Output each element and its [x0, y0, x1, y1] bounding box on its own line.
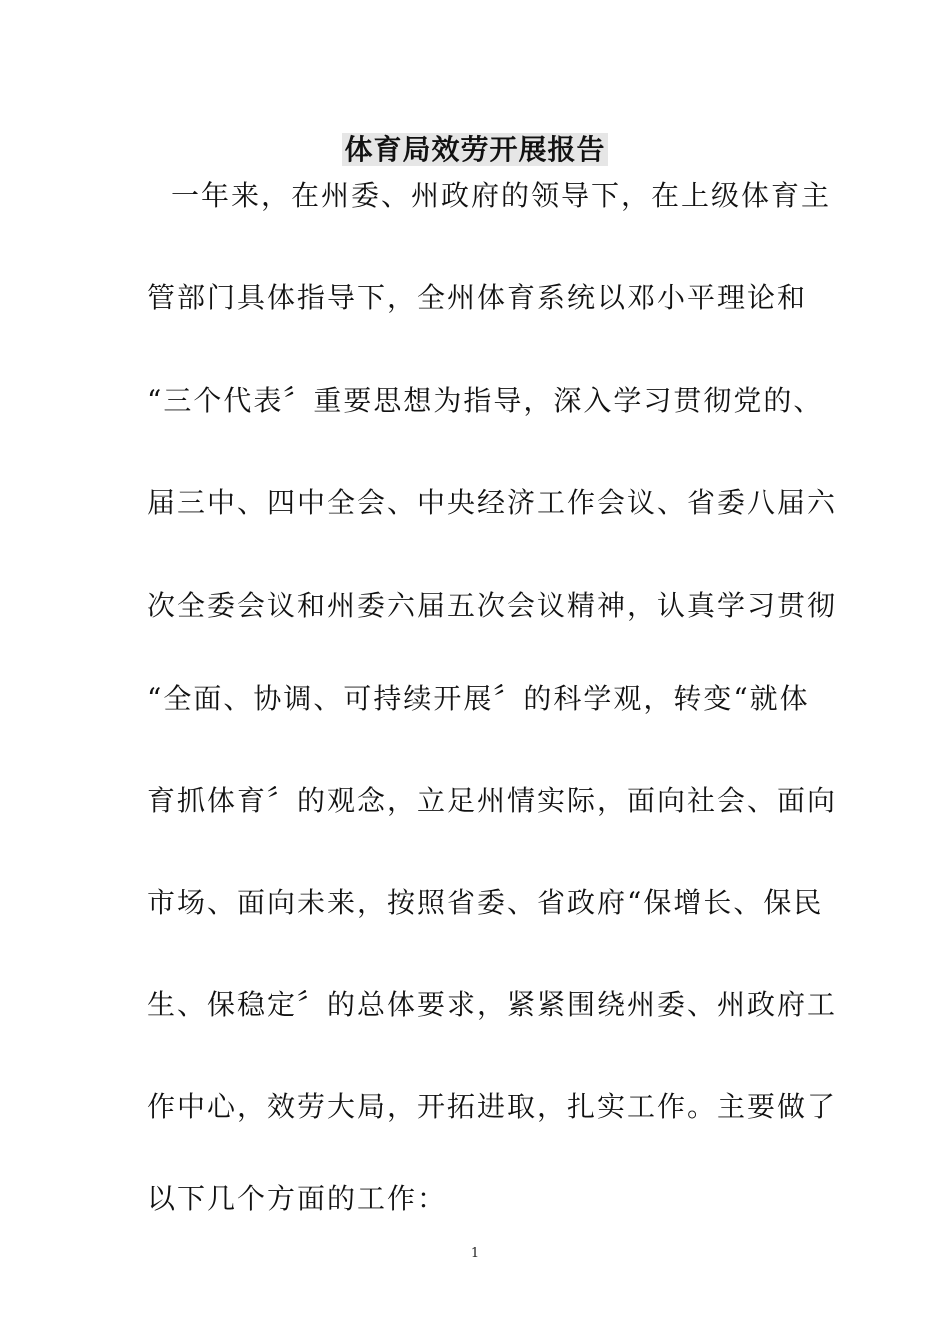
paragraph-line-7: 育抓体育〞的观念，立足州情实际，面向社会、面向 [147, 784, 838, 817]
paragraph-line-8: 市场、面向未来，按照省委、省政府“保增长、保民 [147, 886, 824, 919]
paragraph-line-5: 次全委会议和州委六届五次会议精神，认真学习贯彻 [147, 589, 838, 622]
paragraph-line-10: 作中心，效劳大局，开拓进取，扎实工作。主要做了 [147, 1090, 838, 1123]
page-number: 1 [470, 1246, 480, 1261]
paragraph-line-4: 届三中、四中全会、中央经济工作会议、省委八届六 [147, 486, 838, 519]
document-title-text: 体育局效劳开展报告 [344, 133, 606, 166]
paragraph-line-9: 生、保稳定〞的总体要求，紧紧围绕州委、州政府工 [147, 988, 838, 1021]
paragraph-line-2: 管部门具体指导下，全州体育系统以邓小平理论和 [147, 281, 808, 314]
paragraph-line-1: 一年来，在州委、州政府的领导下，在上级体育主 [171, 179, 832, 212]
document-title [0, 130, 950, 170]
paragraph-line-3: “三个代表〞重要思想为指导，深入学习贯彻党的、 [147, 384, 824, 417]
paragraph-line-6: “全面、协调、可持续开展〞的科学观，转变“就体 [147, 682, 810, 715]
paragraph-line-11: 以下几个方面的工作： [147, 1182, 448, 1215]
